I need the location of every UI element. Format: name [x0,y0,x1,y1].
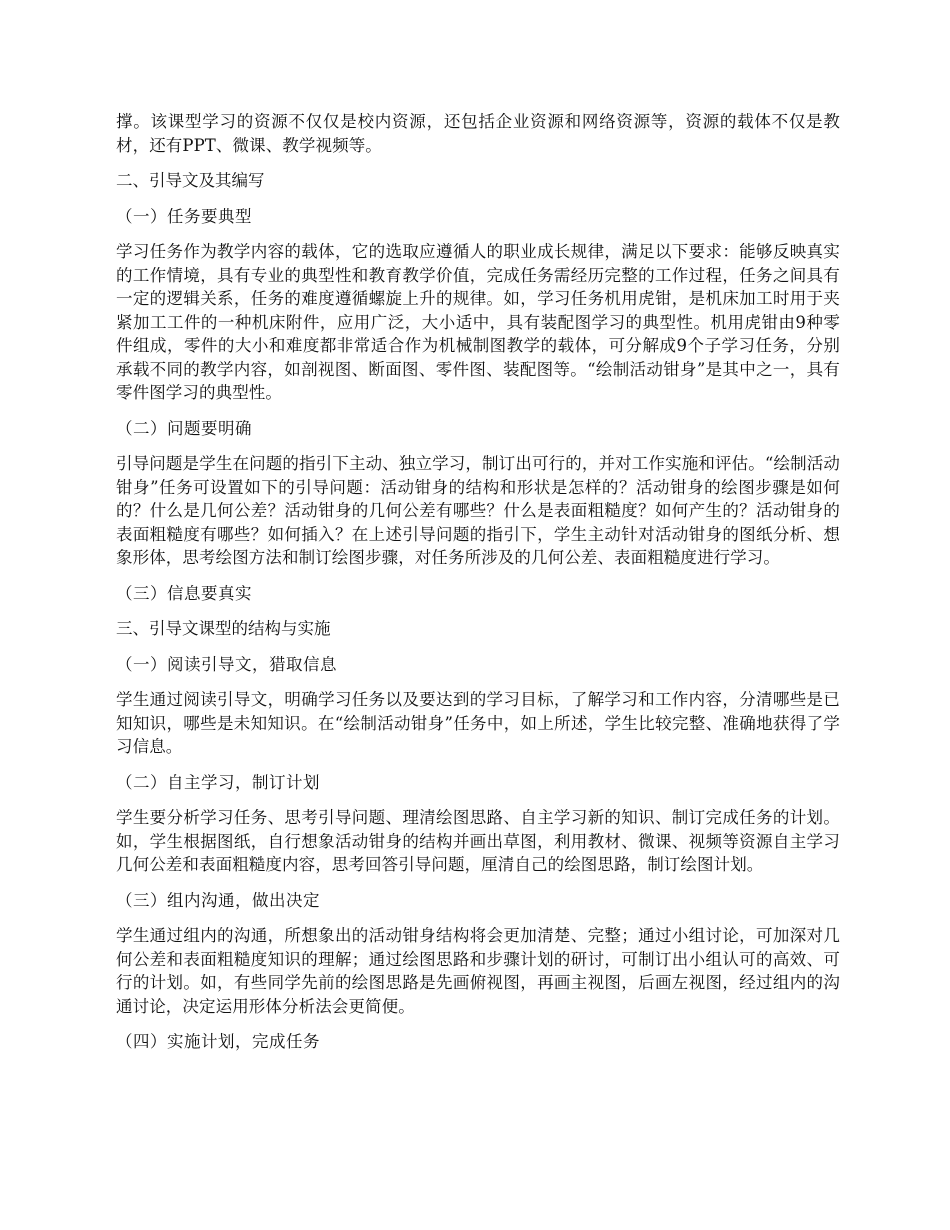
paragraph-group-communication: 学生通过组内的沟通，所想象出的活动钳身结构将会更加清楚、完整；通过小组讨论，可加深对几何公差和表面粗糙度知识的理解；通过绘图思路和步骤计划的研讨，可制订出小组认可的高效、可行的计划。如，有些同学先前的绘图思路是先画俯视图，再画主视图，后画左视图，经过组内的沟通讨论，决定运用形体分析法会更简便。 [116,926,840,1016]
paragraph-typical-task: 学习任务作为教学内容的载体，它的选取应遵循人的职业成长规律，满足以下要求：能够反映真实的工作情境，具有专业的典型性和教育教学价值，完成任务需经历完整的工作过程，任务之间具有一定的逻辑关系，任务的难度遵循螺旋上升的规律。如，学习任务机用虎钳，是机床加工时用于夹紧加工工件的一种机床附件，应用广泛，大小适中，具有装配图学习的典型性。机用虎钳由9种零件组成，零件的大小和难度都非常适合作为机械制图教学的载体，可分解成9个子学习任务，分别承载不同的教学内容，如剖视图、断面图、零件图、装配图等。“绘制活动钳身”是其中之一，具有零件图学习的典型性。 [116,242,840,402]
subheading-3-4: （四）实施计划，完成任务 [116,1032,320,1051]
document-body [116,110,840,1066]
subheading-2-1: （一）任务要典型 [116,206,252,226]
subheading-3-3: （三）组内沟通，做出决定 [116,890,320,910]
paragraph-resources: 撑。该课型学习的资源不仅仅是校内资源，还包括企业资源和网络资源等，资源的载体不仅是教材，还有PPT、微课、教学视频等。 [116,112,840,155]
subheading-3-2: （二）自主学习，制订计划 [116,772,320,792]
subheading-2-3: （三）信息要真实 [116,583,252,603]
heading-section-3: 三、引导文课型的结构与实施 [116,619,331,638]
paragraph-reading: 学生通过阅读引导文，明确学习任务以及要达到的学习目标，了解学习和工作内容，分清哪些是已知知识，哪些是未知知识。在“绘制活动钳身”任务中，如上所述，学生比较完整、准确地获得了学习信息。 [116,690,840,756]
subheading-3-1: （一）阅读引导文，猎取信息 [116,654,337,674]
subheading-2-2: （二）问题要明确 [116,418,252,438]
paragraph-self-study: 学生要分析学习任务、思考引导问题、理清绘图思路、自主学习新的知识、制订完成任务的计划。如，学生根据图纸，自行想象活动钳身的结构并画出草图，利用教材、微课、视频等资源自主学习几何公差和表面粗糙度内容，思考回答引导问题，厘清自己的绘图思路，制订绘图计划。 [116,808,840,874]
heading-section-2: 二、引导文及其编写 [116,171,265,190]
paragraph-clear-questions: 引导问题是学生在问题的指引下主动、独立学习，制订出可行的，并对工作实施和评估。“绘制活动钳身”任务可设置如下的引导问题：活动钳身的结构和形状是怎样的？活动钳身的绘图步骤是如何的？什么是几何公差？活动钳身的几何公差有哪些？什么是表面粗糙度？如何产生的？活动钳身的表面粗糙度有哪些？如何插入？在上述引导问题的指引下，学生主动针对活动钳身的图纸分析、想象形体，思考绘图方法和制订绘图步骤，对任务所涉及的几何公差、表面粗糙度进行学习。 [116,454,840,567]
